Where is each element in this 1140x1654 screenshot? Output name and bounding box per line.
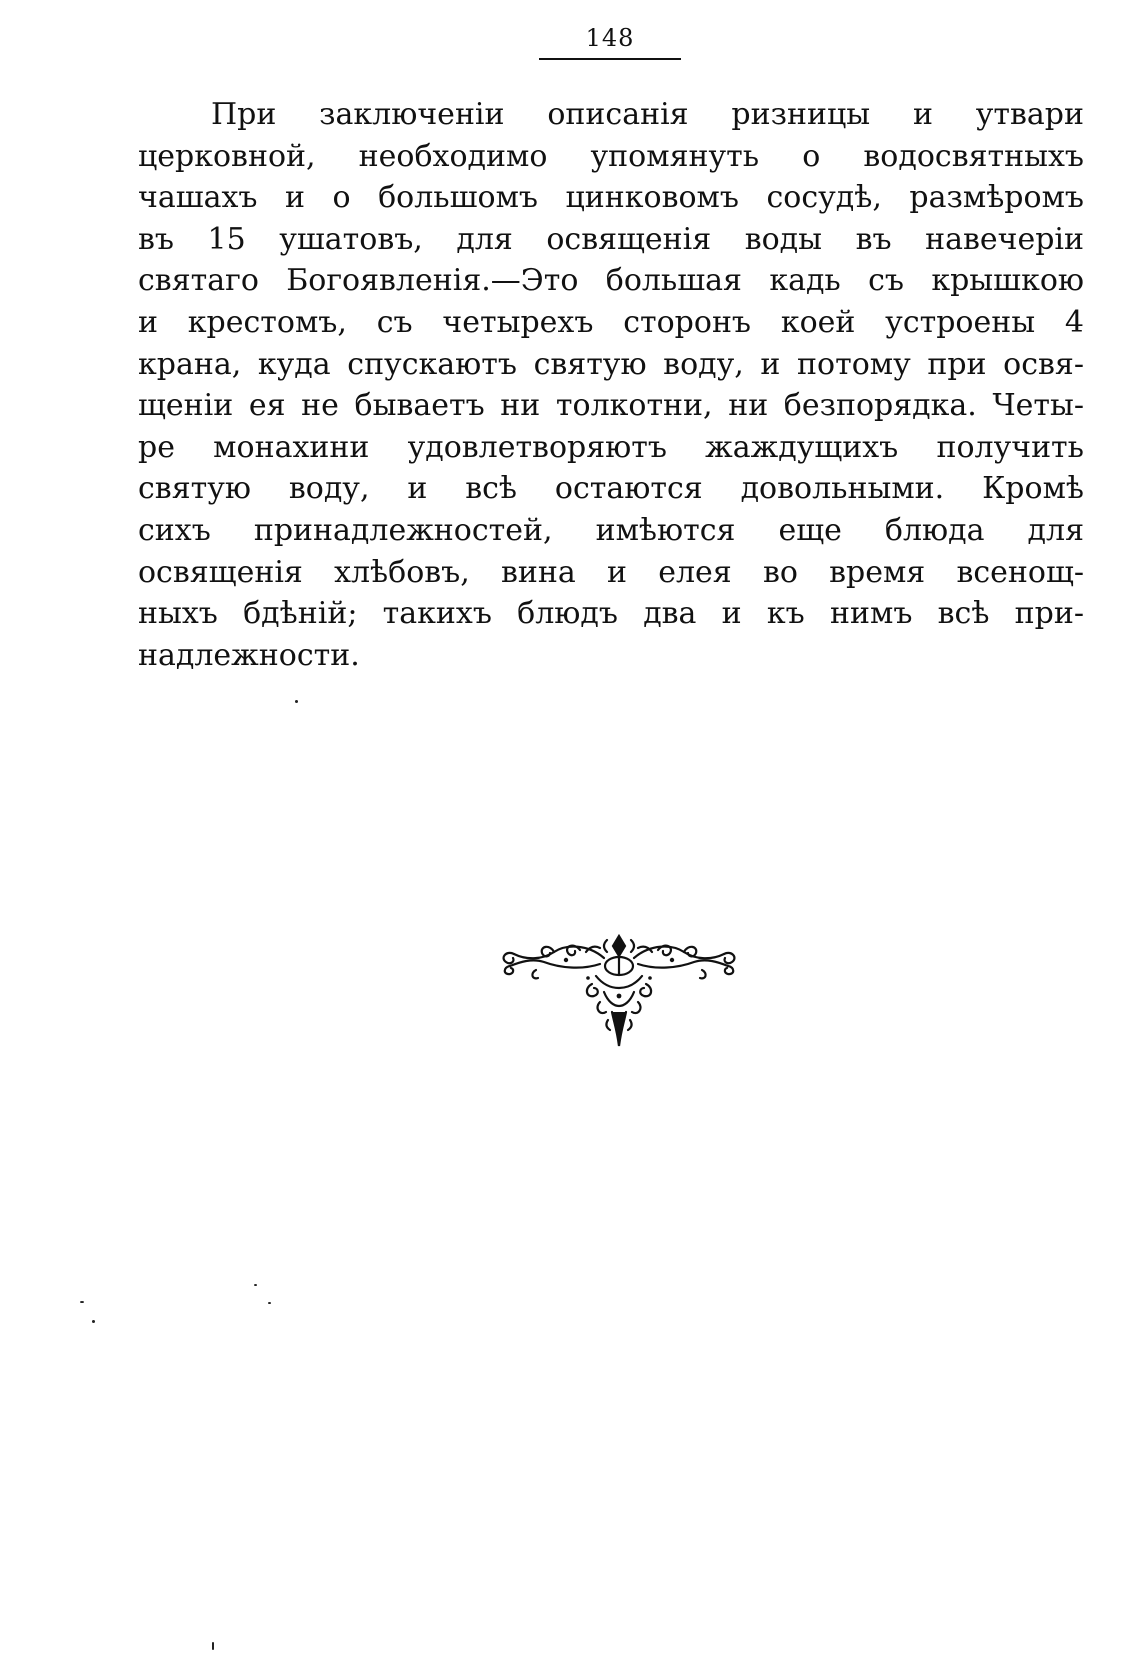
scan-speck (80, 1301, 84, 1303)
text-line: ре монахини удовлетворяютъ жаждущихъ получить (138, 429, 1084, 465)
text-line: въ 15 ушатовъ, для освященiя воды въ навечерiи (138, 221, 1084, 257)
text-line: ныхъ бдѣнiй; такихъ блюдъ два и къ нимъ всѣ при- (138, 596, 1084, 632)
text-line: сихъ принадлежностей, имѣются еще блюда для (138, 512, 1084, 548)
text-line: крана, куда спускаютъ святую воду, и потому при освя- (138, 346, 1084, 382)
page-number-rule (539, 58, 681, 60)
scan-speck (295, 700, 298, 703)
scan-speck (254, 1284, 257, 1286)
text-line: чашахъ и о большомъ цинковомъ сосудѣ, размѣромъ (138, 180, 1084, 216)
scan-speck (268, 1302, 271, 1304)
floral-vignette-icon (496, 930, 742, 1052)
scan-speck (212, 1642, 214, 1650)
page-number: 148 (585, 24, 635, 52)
text-line: надлежности. (138, 637, 360, 673)
text-line: и крестомъ, съ четырехъ сторонъ коей устроены 4 (138, 304, 1084, 340)
text-line: святую воду, и всѣ остаются довольными. Кромѣ (138, 471, 1084, 507)
text-line: щенiи ея не бываетъ ни толкотни, ни безпорядка. Четы- (138, 388, 1084, 424)
text-line: При заключенiи описанiя ризницы и утвари (211, 97, 1084, 132)
text-line: церковной, необходимо упомянуть о водосвятныхъ (138, 138, 1084, 174)
body-paragraph (138, 94, 1084, 676)
scan-speck (92, 1320, 95, 1323)
text-line: святаго Богоявленiя.—Это большая кадь съ крышкою (138, 263, 1084, 299)
text-line: освященiя хлѣбовъ, вина и елея во время всенощ- (138, 554, 1084, 590)
